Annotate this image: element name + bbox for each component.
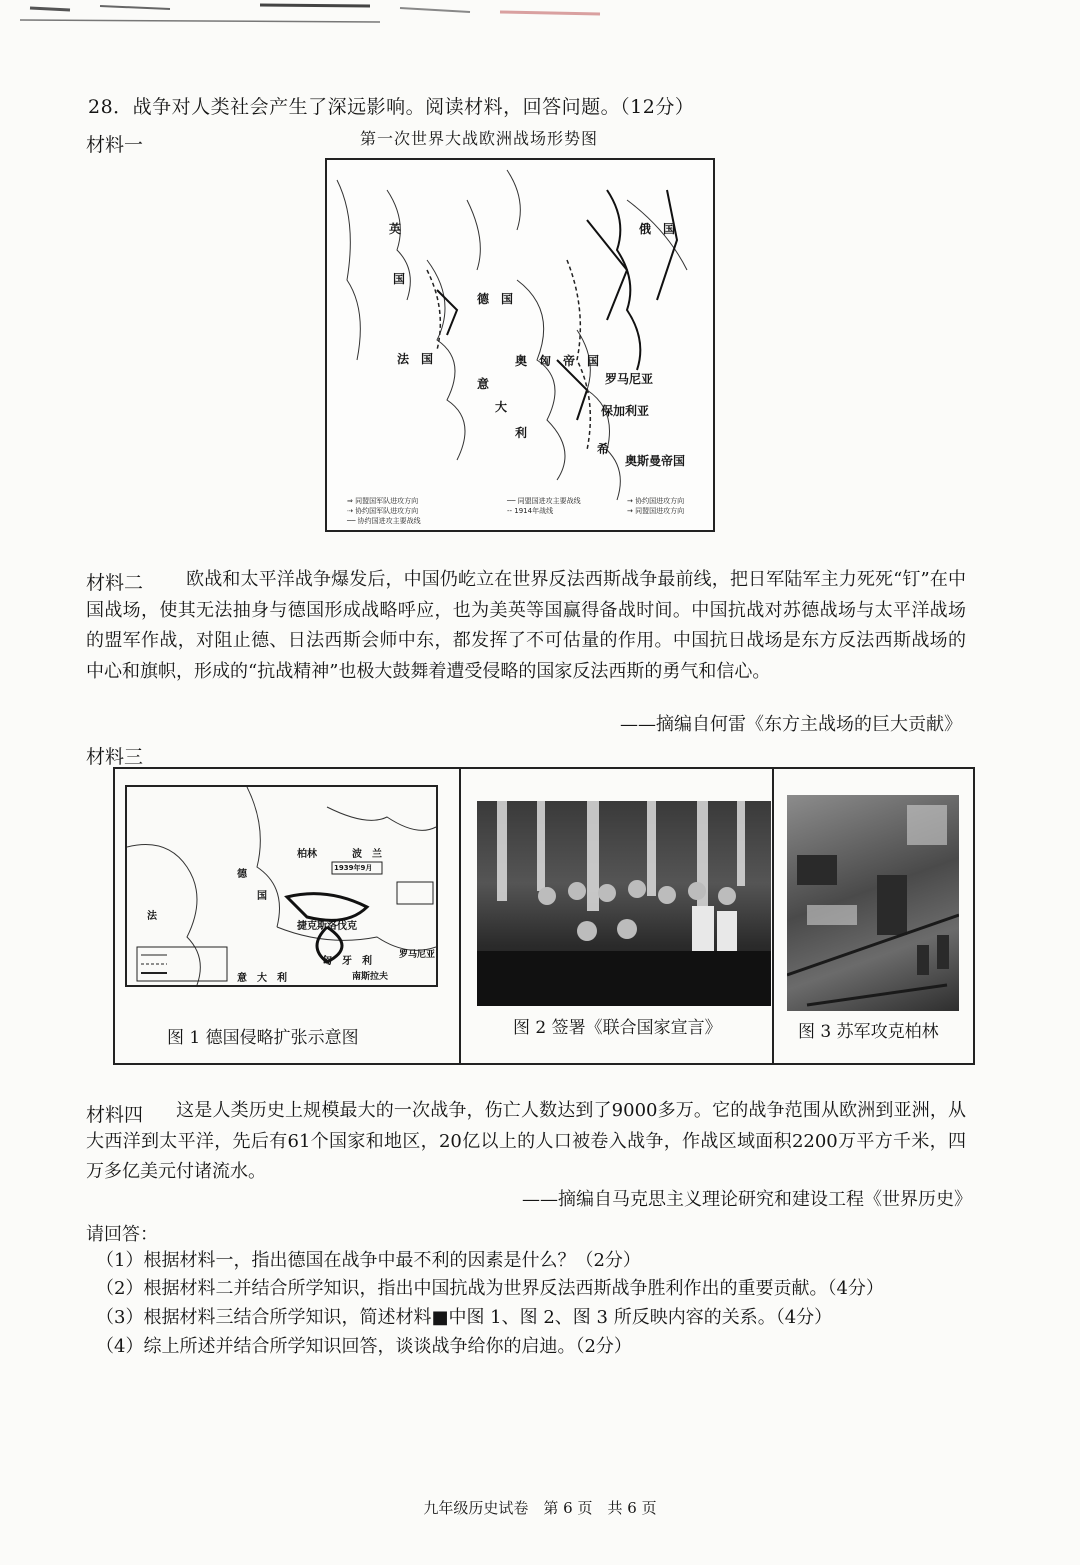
question-2: （2）根据材料二并结合所学知识，指出中国抗战为世界反法西斯战争胜利作出的重要贡献。（4分） (96, 1278, 884, 1299)
page-footer: 九年级历史试卷 第 6 页 共 6 页 (423, 1499, 657, 1517)
fig1-label-berlin: 柏林 (297, 849, 317, 860)
material-4-text (86, 1096, 966, 1188)
fig1-label-hungary: 匈 牙 利 (322, 956, 372, 967)
fig1-label-de2: 国 (257, 891, 267, 902)
material-2-body: 欧战和太平洋战争爆发后，中国仍屹立在世界反法西斯战争最前线，把日军陆军主力死死“钉”在中国战场，使其无法抽身与德国形成战略呼应，也为美英等国赢得备战时间。中国抗战对苏德战场与太平洋战场的盟军作战，对阻止德、日法西斯会师中东，都发挥了不可估量的作用。中国抗日战场是东方反法西斯战场的中心和旗帜，形成的“抗战精神”也极大鼓舞着遭受侵略的国家反法西斯的勇气和信心。 (86, 569, 966, 682)
material-4-source: ——摘编自马克思主义理论研究和建设工程《世界历史》 (522, 1189, 972, 1210)
material-2-source: ——摘编自何雷《东方主战场的巨大贡献》 (620, 714, 962, 735)
legend-item-1: ⇒ 同盟国军队进攻方向 (347, 497, 419, 505)
figure-2-caption: 图 2 签署《联合国家宣言》 (513, 1018, 722, 1038)
material-2-label: 材料二 (86, 572, 144, 594)
legend-item-2: ⇢ 协约国军队进攻方向 (347, 507, 419, 515)
question-3: （3）根据材料三结合所学知识，简述材料■中图 1、图 2、图 3 所反映内容的关系。（4分） (96, 1307, 833, 1328)
label-russia: 俄 国 (639, 222, 676, 236)
figure-1-caption: 图 1 德国侵略扩张示意图 (167, 1028, 359, 1048)
fig1-label-date: 1939年9月 (334, 864, 373, 872)
legend-item-7: → 同盟国进攻方向 (627, 507, 685, 515)
questions-intro: 请回答： (86, 1224, 158, 1245)
fig1-label-czech: 捷克斯洛伐克 (297, 921, 357, 932)
figure-1-map (125, 785, 438, 987)
map1-title: 第一次世界大战欧洲战场形势图 (360, 129, 599, 148)
label-uk-1: 英 (389, 222, 402, 236)
fig1-label-de1: 德 (237, 869, 247, 880)
figure-2-photo-shapes (477, 801, 771, 1006)
label-france: 法 国 (397, 352, 434, 366)
question-title: 28．战争对人类社会产生了深远影响。阅读材料，回答问题。（12分） (88, 96, 695, 118)
figure-divider-1 (459, 769, 461, 1065)
label-romania: 罗马尼亚 (605, 372, 654, 386)
figure-1-map-lines (127, 787, 436, 985)
label-italy-2: 大 (495, 400, 508, 414)
label-bulgaria: 保加利亚 (601, 404, 650, 418)
label-austria-hungary: 奥 匈 帝 国 (515, 354, 600, 368)
fig1-label-italy: 意 大 利 (237, 973, 287, 984)
fig1-label-romania: 罗马尼亚 (399, 950, 436, 960)
label-greece: 希 (597, 442, 610, 456)
label-germany: 德 国 (477, 292, 514, 306)
material-4-body: 这是人类历史上规模最大的一次战争，伤亡人数达到了9000多万。它的战争范围从欧洲到亚洲，从大西洋到太平洋，先后有61个国家和地区，20亿以上的人口被卷入战争，作战区域面积2200万平方千米，四万多亿美元付诸流水。 (86, 1100, 966, 1182)
legend-item-3: ── 协约国进攻主要战线 (347, 517, 421, 525)
material-1-label: 材料一 (86, 134, 144, 156)
material-3-figures (113, 767, 975, 1065)
question-4: （4）综上所述并结合所学知识回答，谈谈战争给你的启迪。（2分） (96, 1336, 632, 1357)
figure-divider-2 (772, 769, 774, 1065)
fig1-label-france: 法 (147, 911, 157, 922)
question-1: （1）根据材料一，指出德国在战争中最不利的因素是什么？（2分） (96, 1250, 641, 1271)
label-italy-3: 利 (515, 426, 528, 440)
figure-3-photo-shapes (787, 795, 959, 1011)
fig1-label-poland: 波 兰 (352, 849, 382, 860)
label-italy-1: 意 (477, 377, 490, 391)
legend-item-6: → 协约国进攻方向 (627, 497, 685, 505)
label-ottoman: 奥斯曼帝国 (625, 454, 686, 468)
material-3-label: 材料三 (86, 746, 144, 768)
material-4-label: 材料四 (86, 1104, 144, 1126)
figure-3-caption: 图 3 苏军攻克柏林 (798, 1022, 939, 1042)
figure-3-photo (787, 795, 959, 1011)
legend-item-5: -- 1914年战线 (507, 507, 554, 515)
wwi-map-lines (327, 160, 713, 530)
legend-item-4: ── 同盟国进攻主要战线 (507, 497, 581, 505)
wwi-europe-map (325, 158, 715, 532)
material-2-text (86, 565, 966, 687)
figure-2-photo (477, 801, 771, 1006)
label-uk-2: 国 (393, 272, 406, 286)
scan-edge-marks (0, 0, 1080, 26)
fig1-label-yugoslavia: 南斯拉夫 (352, 972, 389, 982)
